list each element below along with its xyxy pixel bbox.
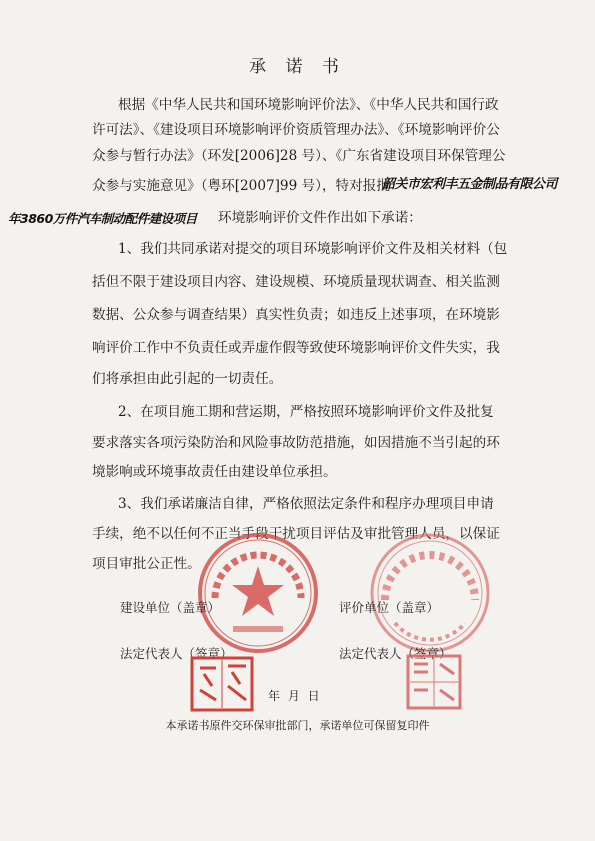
text-line-8: 数据、公众参与调查结果）真实性负责；如违反上述事项，在环境影 xyxy=(92,307,500,323)
evaluation-unit-label: 评价单位（盖章） xyxy=(339,600,440,615)
text-line-11: 2、在项目施工期和营运期，严格按照环境影响评价文件及批复 xyxy=(118,404,494,420)
text-line-12: 要求落实各项污染防治和风险事故防范措施，如因措施不当引起的环 xyxy=(92,435,500,451)
text-line-5: 环境影响评价文件作出如下承诺： xyxy=(218,210,422,226)
legal-rep-left-seal xyxy=(190,656,254,712)
text-line-2: 许可法》、《建设项目环境影响评价资质管理办法》、《环境影响评价公 xyxy=(92,122,500,138)
text-line-3: 众参与暂行办法》（环发[2006]28 号）、《广东省建设项目环保管理公 xyxy=(92,148,506,164)
construction-unit-seal xyxy=(193,528,323,658)
text-line-13: 境影响或环境事故责任由建设单位承担。 xyxy=(92,464,337,480)
text-line-15: 手续，绝不以任何不正当手段干扰项目评估及审批管理人员，以保证 xyxy=(92,526,500,542)
text-line-10: 们将承担由此引起的一切责任。 xyxy=(92,371,283,387)
footnote: 本承诺书原件交环保审批部门，承诺单位可保留复印件 xyxy=(165,719,430,732)
text-line-14: 3、我们承诺廉洁自律，严格依照法定条件和程序办理项目申请 xyxy=(118,496,494,512)
legal-rep-right-seal xyxy=(406,654,462,710)
text-line-4: 众参与实施意见》（粤环[2007]99 号），特对报批 xyxy=(92,178,390,194)
text-line-7: 括但不限于建设项目内容、建设规模、环境质量现状调查、相关监测 xyxy=(92,274,500,290)
handwritten-project-name: 年3860万件汽车制动配件建设项目 xyxy=(8,211,197,226)
document-title: 承 诺 书 xyxy=(249,57,346,77)
date-line: 年 月 日 xyxy=(268,689,322,703)
handwritten-company-name: 韶关市宏利丰五金制品有限公司 xyxy=(382,177,558,192)
text-line-16: 项目审批公正性。 xyxy=(92,556,201,572)
evaluation-unit-seal xyxy=(365,528,495,658)
construction-unit-label: 建设单位（盖章） xyxy=(120,600,221,615)
text-line-1: 根据《中华人民共和国环境影响评价法》、《中华人民共和国行政 xyxy=(118,97,499,113)
text-line-9: 响评价工作中不负责任或弄虚作假等致使环境影响评价文件失实，我 xyxy=(92,340,500,356)
text-line-6: 1、我们共同承诺对提交的项目环境影响评价文件及相关材料（包 xyxy=(118,241,508,257)
legal-rep-left-label: 法定代表人（签章） xyxy=(120,646,233,661)
legal-rep-right-label: 法定代表人（签章） xyxy=(339,646,452,661)
